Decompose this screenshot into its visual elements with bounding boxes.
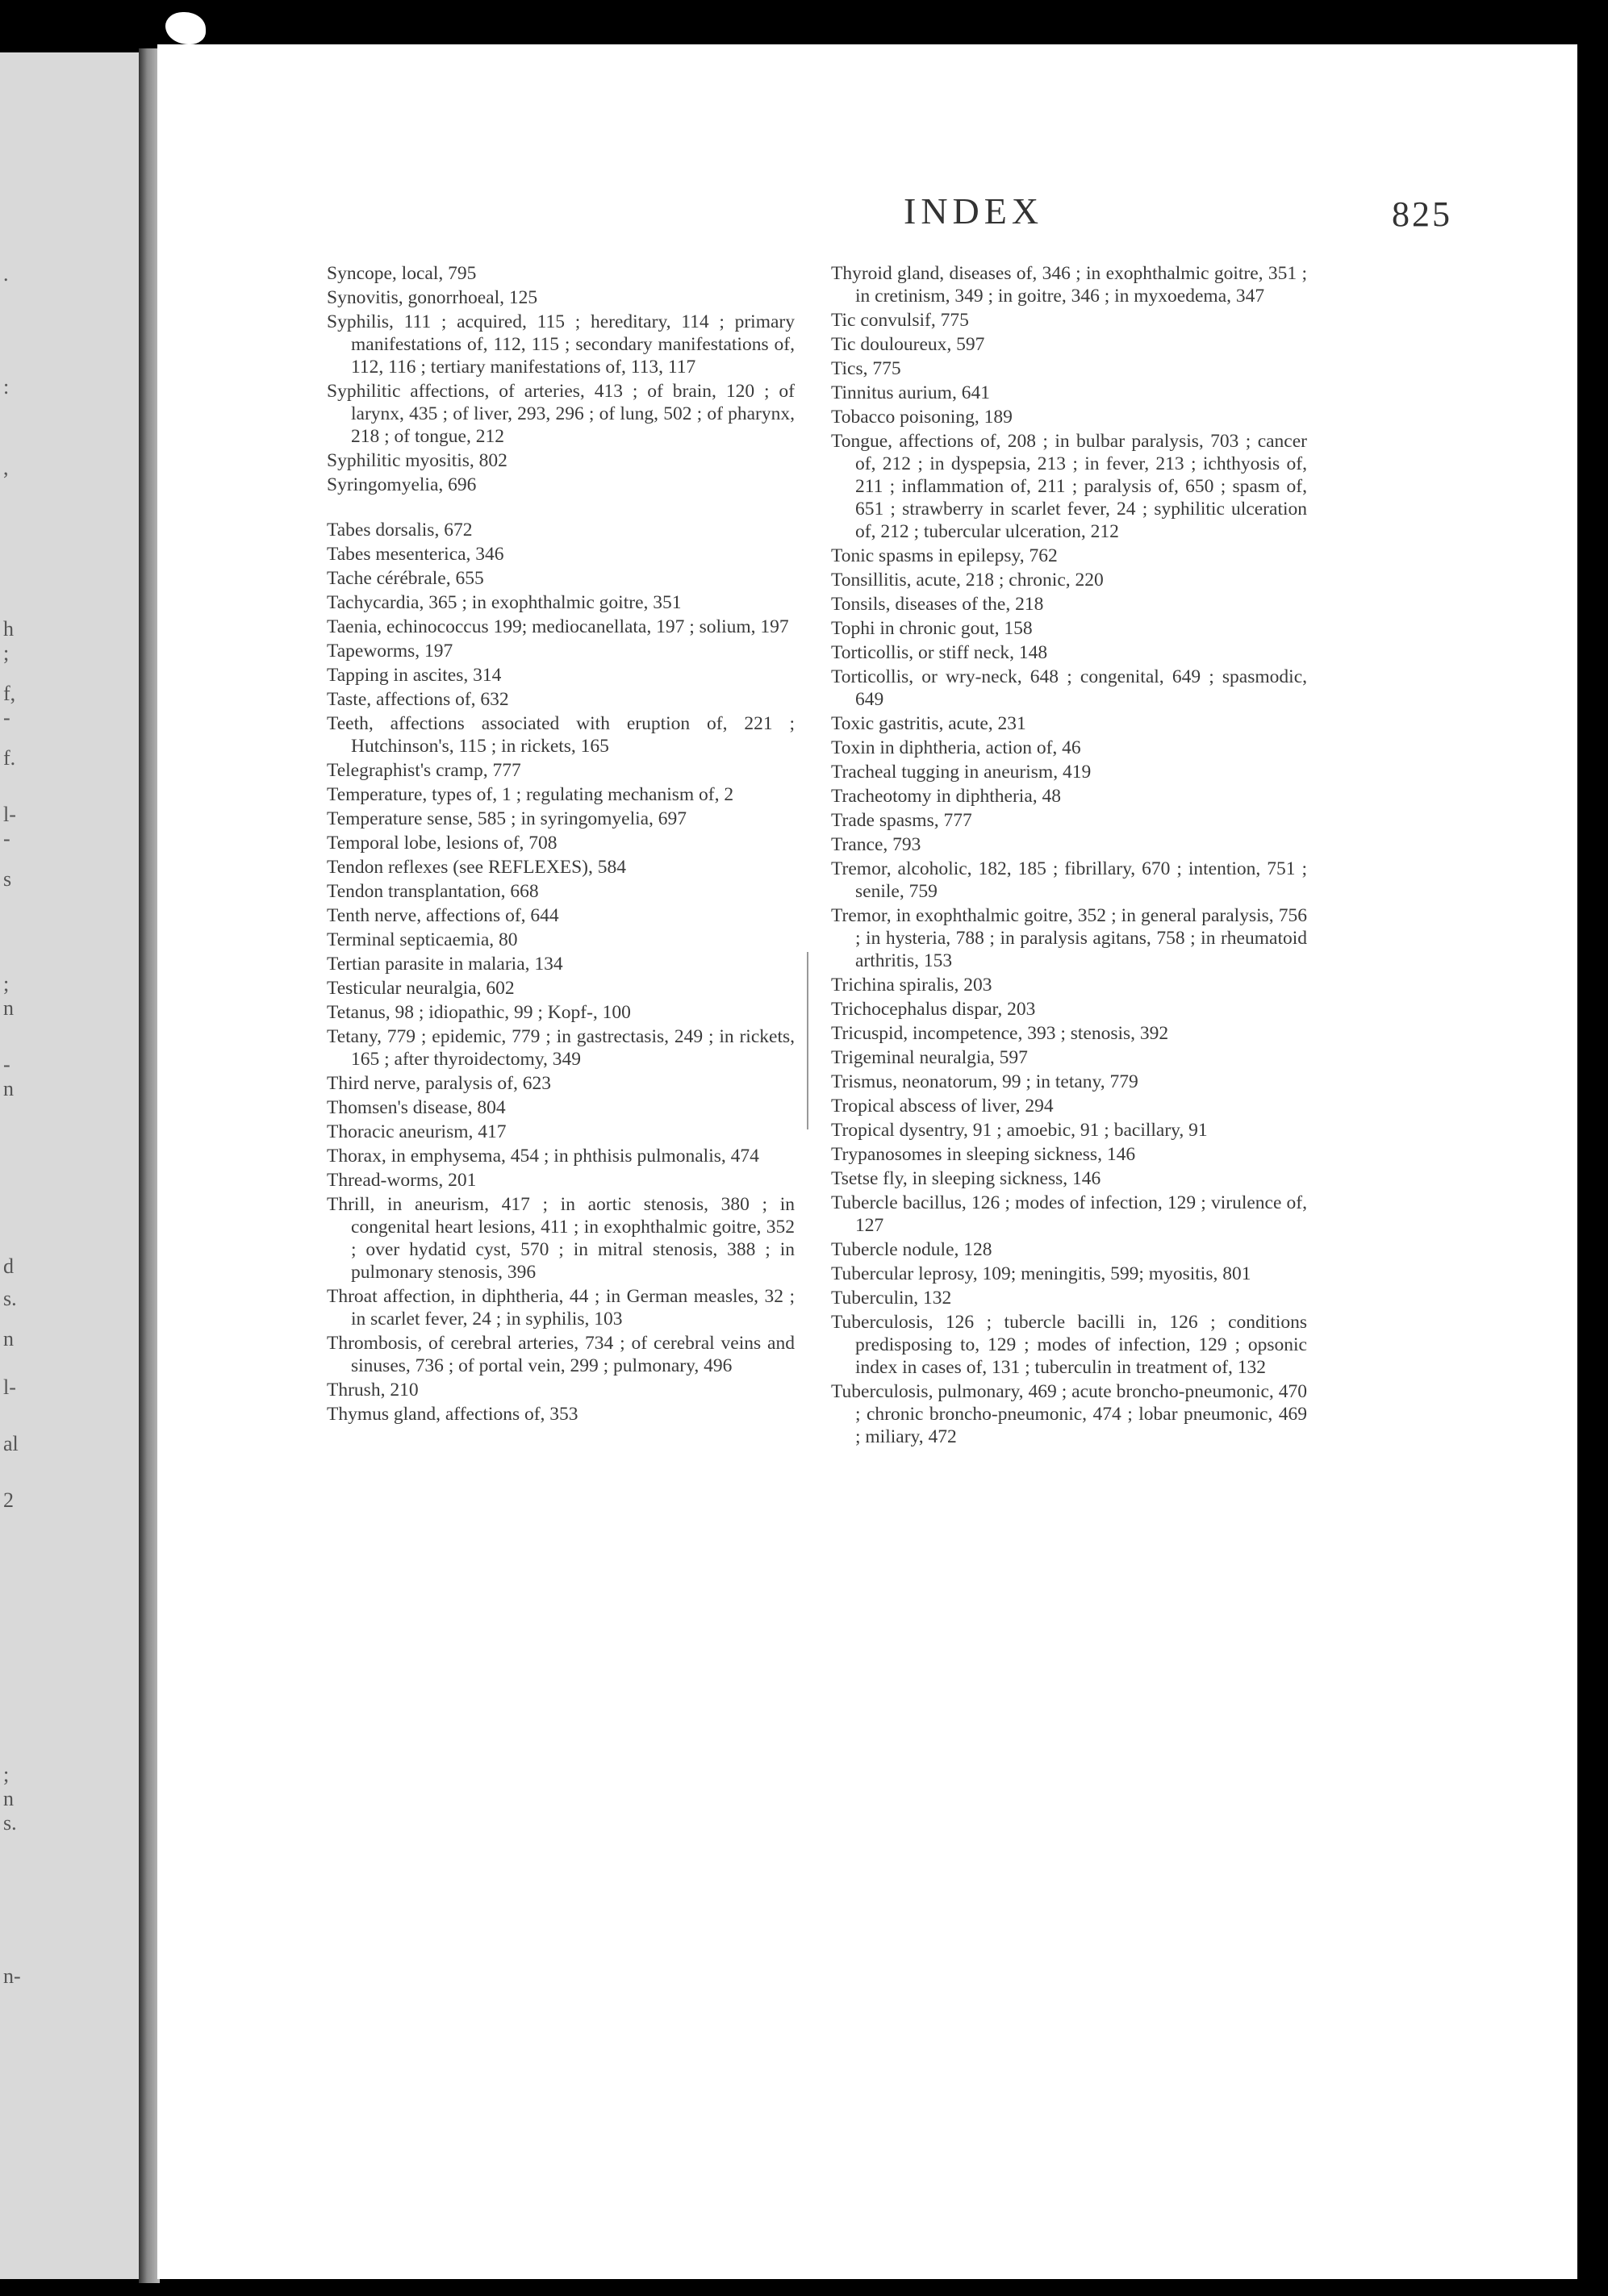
index-entry: Tinnitus aurium, 641 [831, 382, 990, 403]
previous-page-fragment: d [3, 1254, 14, 1278]
index-entry: Thrill, in aneurism, 417 ; in aortic stenosis, 380 ; in congenital heart lesions, 411 ; in exophthalmic goitre, 352 ; over hydatid cyst, 570 ; in mitral stenosis, 388 ; in pulmonary stenosis, 396 [327, 1194, 795, 1283]
index-entry: Trypanosomes in sleeping sickness, 146 [831, 1144, 1136, 1165]
index-entry: Trigeminal neuralgia, 597 [831, 1047, 1028, 1068]
index-entry: Tapping in ascites, 314 [327, 665, 502, 686]
previous-page-fragment: - [3, 1053, 10, 1076]
index-entry: Syphilis, 111 ; acquired, 115 ; hereditary, 114 ; primary manifestations of, 112, 115 ; secondary manifestations of, 112, 116 ; tertiary manifestations of, 113, 117 [327, 311, 795, 378]
previous-page-fragment: ; [3, 972, 10, 996]
index-entry: Tetany, 779 ; epidemic, 779 ; in gastrectasis, 249 ; in rickets, 165 ; after thyroidectomy, 349 [327, 1026, 795, 1070]
index-entry: Tobacco poisoning, 189 [831, 407, 1013, 428]
previous-page-edge [0, 52, 145, 2279]
index-entry: Thyroid gland, diseases of, 346 ; in exophthalmic goitre, 351 ; in cretinism, 349 ; in goitre, 346 ; in myxoedema, 347 [831, 263, 1307, 307]
page-title: INDEX [904, 190, 1044, 232]
index-entry: Syphilitic myositis, 802 [327, 450, 507, 471]
index-entry: Tuberculosis, pulmonary, 469 ; acute broncho-pneumonic, 470 ; chronic broncho-pneumonic, 474 ; lobar pneumonic, 469 ; miliary, 472 [831, 1381, 1307, 1447]
index-entry: Tropical abscess of liver, 294 [831, 1096, 1054, 1117]
previous-page-fragment: - [3, 706, 10, 729]
index-entry: Tuberculin, 132 [831, 1288, 952, 1309]
index-entry: Syringomyelia, 696 [327, 474, 477, 495]
index-entry: Tache cérébrale, 655 [327, 568, 484, 589]
index-entry: Tonsils, diseases of the, 218 [831, 594, 1044, 615]
index-entry: Tertian parasite in malaria, 134 [327, 954, 563, 975]
index-entry: Syncope, local, 795 [327, 263, 477, 284]
index-entry: Taste, affections of, 632 [327, 689, 509, 710]
index-entry: Thrombosis, of cerebral arteries, 734 ; of cerebral veins and sinuses, 736 ; of portal vein, 299 ; pulmonary, 496 [327, 1333, 795, 1376]
index-entry: Tic douloureux, 597 [831, 334, 985, 355]
previous-page-fragment: n [3, 996, 14, 1020]
index-entry: Tonic spasms in epilepsy, 762 [831, 545, 1058, 566]
page-number: 825 [1392, 194, 1452, 234]
index-entry: Tophi in chronic gout, 158 [831, 618, 1033, 639]
index-entry: Thymus gland, affections of, 353 [327, 1404, 578, 1425]
previous-page-fragment: f. [3, 746, 16, 770]
index-entry: Tracheal tugging in aneurism, 419 [831, 762, 1092, 783]
index-entry: Testicular neuralgia, 602 [327, 978, 515, 999]
index-entry: Toxic gastritis, acute, 231 [831, 713, 1026, 734]
index-column-left [327, 262, 795, 1427]
index-entry: Temperature, types of, 1 ; regulating mechanism of, 2 [327, 784, 734, 805]
index-entry: Temporal lobe, lesions of, 708 [327, 833, 558, 854]
previous-page-fragment: s. [3, 1811, 17, 1835]
previous-page-fragment: l- [3, 803, 16, 826]
index-entry: Thrush, 210 [327, 1380, 419, 1401]
index-entry: Thomsen's disease, 804 [327, 1097, 506, 1118]
previous-page-fragment: . [3, 262, 9, 286]
index-entry: Tracheotomy in diphtheria, 48 [831, 786, 1062, 807]
index-entry: Tremor, alcoholic, 182, 185 ; fibrillary, 670 ; intention, 751 ; senile, 759 [831, 858, 1307, 902]
index-entry: Torticollis, or wry-neck, 648 ; congenital, 649 ; spasmodic, 649 [831, 666, 1307, 710]
previous-page-fragment: - [3, 827, 10, 850]
index-entry: Tsetse fly, in sleeping sickness, 146 [831, 1168, 1101, 1189]
index-entry: Tics, 775 [831, 358, 901, 379]
index-entry: Teeth, affections associated with eruption of, 221 ; Hutchinson's, 115 ; in rickets, 165 [327, 713, 795, 757]
previous-page-fragment: l- [3, 1376, 16, 1399]
previous-page-fragment: f, [3, 682, 16, 705]
index-entry: Tropical dysentry, 91 ; amoebic, 91 ; bacillary, 91 [831, 1120, 1208, 1141]
index-entry: Tabes mesenterica, 346 [327, 544, 504, 565]
index-entry: Tic convulsif, 775 [831, 310, 969, 331]
previous-page-fragment: ; [3, 1763, 10, 1786]
index-entry: Tongue, affections of, 208 ; in bulbar paralysis, 703 ; cancer of, 212 ; in dyspepsia, 213 ; in fever, 213 ; ichthyosis of, 211 ; inflammation of, 211 ; paralysis of, 650 ; spasm of, 651 ; strawberry in scarlet fever, 24 ; syphilitic ulceration of, 212 ; tubercular ulceration, 212 [831, 431, 1307, 542]
index-entry: Telegraphist's cramp, 777 [327, 760, 521, 781]
previous-page-fragment: s [3, 867, 12, 891]
previous-page-fragment: ; [3, 641, 10, 665]
index-entry: Tremor, in exophthalmic goitre, 352 ; in general paralysis, 756 ; in hysteria, 788 ; in paralysis agitans, 758 ; in rheumatoid arthritis, 153 [831, 905, 1307, 971]
previous-page-fragment: 2 [3, 1488, 14, 1512]
index-entry: Tabes dorsalis, 672 [327, 520, 473, 541]
index-entry: Thread-worms, 201 [327, 1170, 477, 1191]
index-column-right [831, 262, 1307, 1450]
index-entry: Tricuspid, incompetence, 393 ; stenosis, 392 [831, 1023, 1169, 1044]
index-entry: Tachycardia, 365 ; in exophthalmic goitre, 351 [327, 592, 682, 613]
index-entry: Syphilitic affections, of arteries, 413 ; of brain, 120 ; of larynx, 435 ; of liver, 293, 296 ; of lung, 502 ; of pharynx, 218 ; of tongue, 212 [327, 381, 795, 447]
index-entry: Taenia, echinococcus 199; mediocanellata, 197 ; solium, 197 [327, 616, 789, 637]
index-entry: Trance, 793 [831, 834, 921, 855]
index-entry: Tendon reflexes (see REFLEXES), 584 [327, 857, 626, 878]
previous-page-fragment: al [3, 1432, 19, 1455]
index-entry: Tenth nerve, affections of, 644 [327, 905, 559, 926]
previous-page-fragment: : [3, 375, 10, 399]
previous-page-fragment: n [3, 1327, 14, 1350]
previous-page-fragment: s. [3, 1287, 17, 1310]
index-entry: Synovitis, gonorrhoeal, 125 [327, 287, 538, 308]
index-entry: Trichocephalus dispar, 203 [831, 999, 1036, 1020]
index-entry: Toxin in diphtheria, action of, 46 [831, 737, 1081, 758]
index-entry: Thoracic aneurism, 417 [327, 1121, 507, 1142]
index-entry: Third nerve, paralysis of, 623 [327, 1073, 552, 1094]
index-entry: Throat affection, in diphtheria, 44 ; in German measles, 32 ; in scarlet fever, 24 ; in syphilis, 103 [327, 1286, 795, 1330]
index-entry: Trichina spiralis, 203 [831, 975, 992, 996]
running-head [157, 190, 1577, 238]
index-entry: Tonsillitis, acute, 218 ; chronic, 220 [831, 570, 1104, 591]
index-entry: Temperature sense, 585 ; in syringomyelia, 697 [327, 808, 687, 829]
index-entry: Trismus, neonatorum, 99 ; in tetany, 779 [831, 1071, 1138, 1092]
index-entry: Trade spasms, 777 [831, 810, 972, 831]
previous-page-fragment: h [3, 617, 14, 641]
index-entry: Tubercular leprosy, 109; meningitis, 599; myositis, 801 [831, 1263, 1251, 1284]
previous-page-fragment: n [3, 1077, 14, 1100]
index-entry: Tapeworms, 197 [327, 641, 453, 662]
previous-page-fragment: n [3, 1787, 14, 1810]
index-entry: Tubercle nodule, 128 [831, 1239, 992, 1260]
previous-page-fragment: n- [3, 1964, 21, 1988]
index-entry: Tendon transplantation, 668 [327, 881, 539, 902]
index-entry: Terminal septicaemia, 80 [327, 929, 518, 950]
index-entry: Tuberculosis, 126 ; tubercle bacilli in, 126 ; conditions predisposing to, 129 ; modes of infection, 129 ; opsonic index in cases of, 131 ; tuberculin in treatment of, 132 [831, 1312, 1307, 1378]
column-rule [807, 952, 808, 1129]
index-entry: Tetanus, 98 ; idiopathic, 99 ; Kopf-, 100 [327, 1002, 631, 1023]
previous-page-fragment: , [3, 456, 9, 479]
index-entry: Tubercle bacillus, 126 ; modes of infection, 129 ; virulence of, 127 [831, 1192, 1307, 1236]
index-entry: Torticollis, or stiff neck, 148 [831, 642, 1048, 663]
index-entry: Thorax, in emphysema, 454 ; in phthisis pulmonalis, 474 [327, 1146, 759, 1167]
